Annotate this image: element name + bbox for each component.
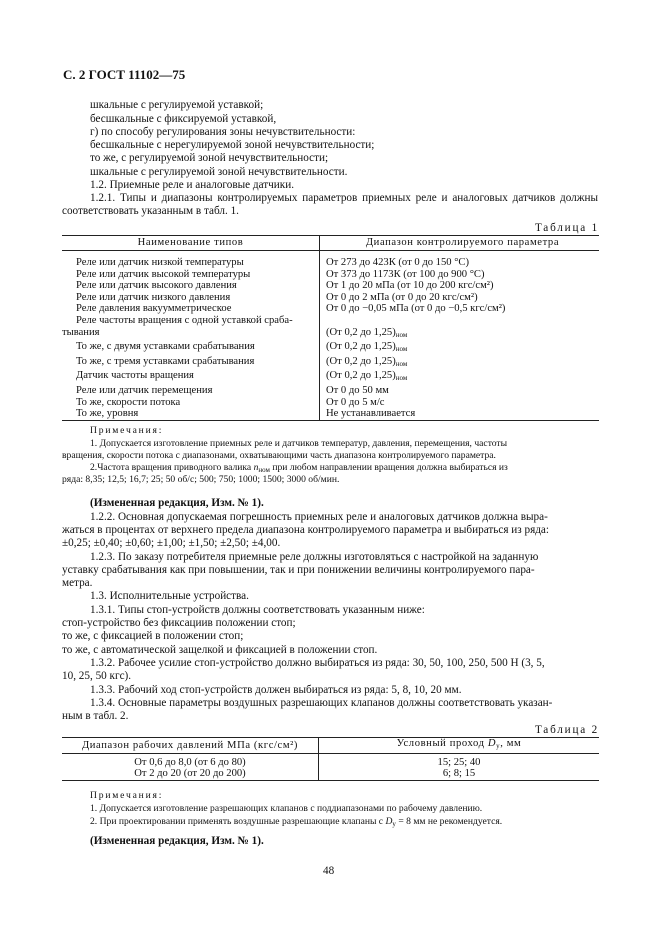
table1-row — [62, 269, 599, 281]
subscript: ном — [395, 359, 408, 368]
paragraph-1-3-2: 1.3.2. Рабочее усилие стоп-устройство должно выбираться из ряда: 30, 50, 100, 250, 500 Н (3, 5, — [90, 657, 545, 669]
note2-1: 1. Допускается изготовление разрешающих клапанов с поддиапазонами по рабочему давлению. — [90, 803, 483, 814]
table1-cell-name: Реле частоты вращения с одной уставкой сраба- — [62, 315, 320, 327]
table2 — [62, 737, 599, 781]
list-item: стоп-устройство без фиксациив положении стоп; — [62, 617, 296, 629]
table2-row — [62, 768, 599, 780]
table1-cell-name: тывания — [62, 327, 320, 342]
note1-1-line2: вращения, скорости потока с диапазонами, охватывающими часть диапазона контролируемого параметра. — [62, 450, 496, 461]
page-header: С. 2 ГОСТ 11102—75 — [63, 67, 186, 82]
paragraph-1-3-3: 1.3.3. Рабочий ход стоп-устройств должен выбираться из ряда: 5, 8, 10, 20 мм. — [90, 684, 462, 696]
table1-cell-name: Реле давления вакуумметрическое — [62, 303, 320, 315]
table2-cell-dn: 15; 25; 40 — [437, 756, 481, 768]
intro-line: бесшкальные с фиксируемой уставкой, — [90, 113, 277, 125]
intro-line: г) по способу регулирования зоны нечувствительности: — [90, 126, 356, 138]
table2-body — [62, 753, 599, 780]
table1-cell-name: Датчик частоты вращения — [62, 370, 320, 385]
table1-row — [62, 280, 599, 292]
list-item: то же, с фиксацией в положении стоп; — [62, 630, 244, 642]
table1-cell-name: То же, скорости потока — [62, 397, 320, 409]
table1-row — [62, 341, 599, 356]
table1-body — [62, 251, 599, 421]
table1-header-name: Наименование типов — [62, 236, 320, 251]
revision-note: (Измененная редакция, Изм. № 1). — [90, 497, 264, 509]
table1-row — [62, 356, 599, 371]
note2-2: 2. При проектировании применять воздушные разрешающие клапаны с $D_у = 8$ мм не рекомендуется. — [90, 816, 503, 828]
table1-cell-name: То же, с тремя уставками срабатывания — [62, 356, 320, 371]
table1-row — [62, 315, 599, 327]
paragraph-1-2-2: 1.2.2. Основная допускаемая погрешность приемных реле и аналоговых датчиков должна выра- — [90, 511, 548, 523]
table1-cell-range: Не устанавливается — [326, 408, 416, 420]
table1-cell-range: От 0 до 2 мПа (от 0 до 20 кгс/см²) — [326, 291, 478, 303]
paragraph-1-2-3: метра. — [62, 577, 93, 589]
table1-cell-name: Реле или датчик перемещения — [62, 385, 320, 397]
table1-row — [62, 251, 599, 269]
table1-cell-name: Реле или датчик низкой температуры — [62, 251, 320, 269]
table1-cell-range: (От 0,2 до $1,25)_{ном}$ — [326, 341, 408, 354]
table1-cell-range: От 0 до 5 м/с — [326, 396, 385, 408]
intro-line: то же, с регулируемой зоной нечувствительности; — [90, 152, 329, 164]
subscript: ном — [395, 345, 408, 354]
table1-row — [62, 327, 599, 342]
table1-row — [62, 397, 599, 409]
table2-cell-dn: 6; 8; 15 — [442, 768, 476, 780]
paragraph-1-2-1: 1.2.1. Типы и диапазоны контролируемых параметров приемных реле и аналоговых датчиков должны соответствовать указанным в табл. 1. — [62, 192, 598, 218]
note1-1-line1: 1. Допускается изготовление приемных реле и датчиков температур, давления, перемещения, частоты — [90, 438, 508, 449]
table1-caption: Таблица 1 — [534, 222, 599, 234]
table1-cell-range: От 0 до −0,05 мПа (от 0 до −0,5 кгс/см²) — [326, 303, 506, 315]
table1-header-range: Диапазон контролируемого параметра — [365, 237, 560, 249]
table1-row — [62, 370, 599, 385]
table1-row — [62, 292, 599, 304]
intro-line: шкальные с регулируемой уставкой; — [90, 99, 264, 111]
table2-cell-range: От 0,6 до 8,0 (от 6 до 80) — [62, 753, 319, 768]
table1-cell-name: Реле или датчик высокого давления — [62, 280, 320, 292]
revision-note: (Измененная редакция, Изм. № 1). — [90, 835, 264, 847]
paragraph-1-2-2: ±0,25; ±0,40; ±0,60; ±1,00; ±1,50; ±2,50; ±4,00. — [62, 537, 281, 549]
table1-cell-range: От 373 до 1173К (от 100 до 900 °С) — [326, 268, 485, 280]
table1-cell-name: Реле или датчик высокой температуры — [62, 269, 320, 281]
table2-caption: Таблица 2 — [534, 724, 599, 736]
paragraph-1-2-2: жаться в процентах от верхнего предела диапазона контролируемого параметра и выбираться из ряда: — [62, 524, 549, 536]
table1-cell-range: (От 0,2 до $1,25)_{ном}$ — [326, 370, 408, 383]
intro-line: бесшкальные с нерегулируемой зоной нечувствительности; — [90, 139, 375, 151]
paragraph-1-3: 1.3. Исполнительные устройства. — [90, 590, 249, 602]
intro-line: шкальные с регулируемой зоной нечувствительности. — [90, 166, 348, 178]
table1-cell-range: (От 0,2 до $1,25)_{ном}$ — [326, 355, 408, 368]
subscript: ном — [395, 330, 408, 339]
table1-row — [62, 303, 599, 315]
paragraph-1-2-3: уставку срабатывания как при повышении, так и при понижении величины контролируемого пара- — [62, 564, 535, 576]
table1-cell-name: То же, с двумя уставками срабатывания — [62, 341, 320, 356]
table2-header-dn: Условный проход $D_у$, мм — [396, 738, 522, 750]
note1-2-line2: ряда: 8,35; 12,5; 16,7; 25; 50 об/с; 500; 750; 1000; 1500; 3000 об/мин. — [62, 474, 340, 485]
table2-cell-range: От 2 до 20 (от 20 до 200) — [62, 768, 319, 780]
table2-header-range: Диапазон рабочих давлений МПа (кгс/см²) — [62, 738, 319, 754]
table2-row — [62, 753, 599, 768]
table1-row — [62, 385, 599, 397]
subscript: ном — [395, 374, 408, 383]
paragraph-1-3-1: 1.3.1. Типы стоп-устройств должны соответствовать указанным ниже: — [90, 604, 425, 616]
table1 — [62, 235, 599, 421]
table1-cell-range: От 273 до 423К (от 0 до 150 °С) — [326, 257, 470, 268]
table1-cell-range: (От 0,2 до $1,25)_{ном}$ — [326, 326, 408, 339]
table1-row — [62, 408, 599, 420]
page-number: 48 — [323, 865, 335, 877]
intro-line: 1.2. Приемные реле и аналоговые датчики. — [90, 179, 294, 191]
note1-2-line1: 2.Частота вращения приводного валика $n_{ном}$ при любом направлении вращения должна выбираться из — [90, 462, 508, 474]
table1-cell-range: От 1 до 20 мПа (от 10 до 200 кгс/см²) — [326, 280, 494, 292]
paragraph-1-3-4: ным в табл. 2. — [62, 710, 129, 722]
table1-cell-range: От 0 до 50 мм — [326, 384, 389, 396]
table1-cell-name: То же, уровня — [62, 408, 320, 420]
notes1-title: Примечания: — [90, 425, 164, 436]
table1-cell-range — [320, 315, 600, 327]
paragraph-1-3-4: 1.3.4. Основные параметры воздушных разрешающих клапанов должны соответствовать указан- — [90, 697, 553, 709]
paragraph-1-3-2: 10, 25, 50 кгс). — [62, 670, 132, 682]
table1-cell-name: Реле или датчик низкого давления — [62, 292, 320, 304]
notes2-title: Примечания: — [90, 790, 164, 801]
list-item: то же, с автоматической защелкой и фиксацией в положении стоп. — [62, 644, 378, 656]
paragraph-1-2-3: 1.2.3. По заказу потребителя приемные реле должны изготовляться с настройкой на заданную — [90, 551, 539, 563]
